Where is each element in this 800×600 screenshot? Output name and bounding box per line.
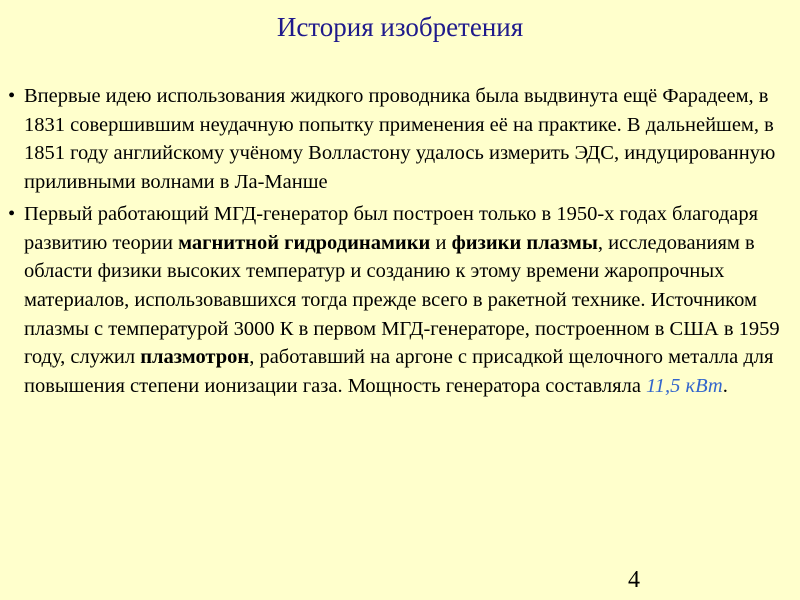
- power-value: 11,5 кВт: [646, 375, 723, 398]
- bullet-marker-icon: •: [8, 85, 16, 107]
- term-plasma-physics: физики плазмы: [451, 231, 598, 254]
- term-plasmatron: плазмотрон: [140, 346, 250, 369]
- bullet-text: .: [722, 375, 728, 398]
- slide-title: История изобретения: [276, 12, 524, 42]
- bullet-item-mhd-generator: [8, 200, 784, 401]
- term-magnetohydrodynamics: магнитной гидродинамики: [178, 231, 431, 254]
- bullet-item-faraday: [8, 82, 784, 197]
- bullet-text: , исследованиям в области физики высоких температур и созданию к этому времени жаропрочных материалов, использовавшихся тогда прежде всего в ракетной технике. Источником плазмы с температурой 3000 К в первом МГД-генераторе, построенном в США в 1959 году, служил: [24, 231, 780, 369]
- bullet-text: Первый работающий МГД-генератор был построен только в 1950-х годах благодаря развитию теории: [24, 202, 759, 254]
- bullet-list: [8, 82, 784, 404]
- bullet-text: и: [430, 231, 452, 254]
- bullet-text: , работавший на аргоне с присадкой щелочного металла для повышения степени ионизации газа. Мощность генератора составляла: [24, 346, 774, 398]
- bullet-text: Впервые идею использования жидкого проводника была выдвинута ещё Фарадеем, в 1831 совершившим неудачную попытку применения её на практике. В дальнейшем, в 1851 году английскому учёному Волластону удалось измерить ЭДС, индуцированную приливными волнами в Ла-Манше: [24, 85, 776, 194]
- bullet-marker-icon: •: [8, 202, 16, 225]
- page-number: 4: [628, 567, 640, 593]
